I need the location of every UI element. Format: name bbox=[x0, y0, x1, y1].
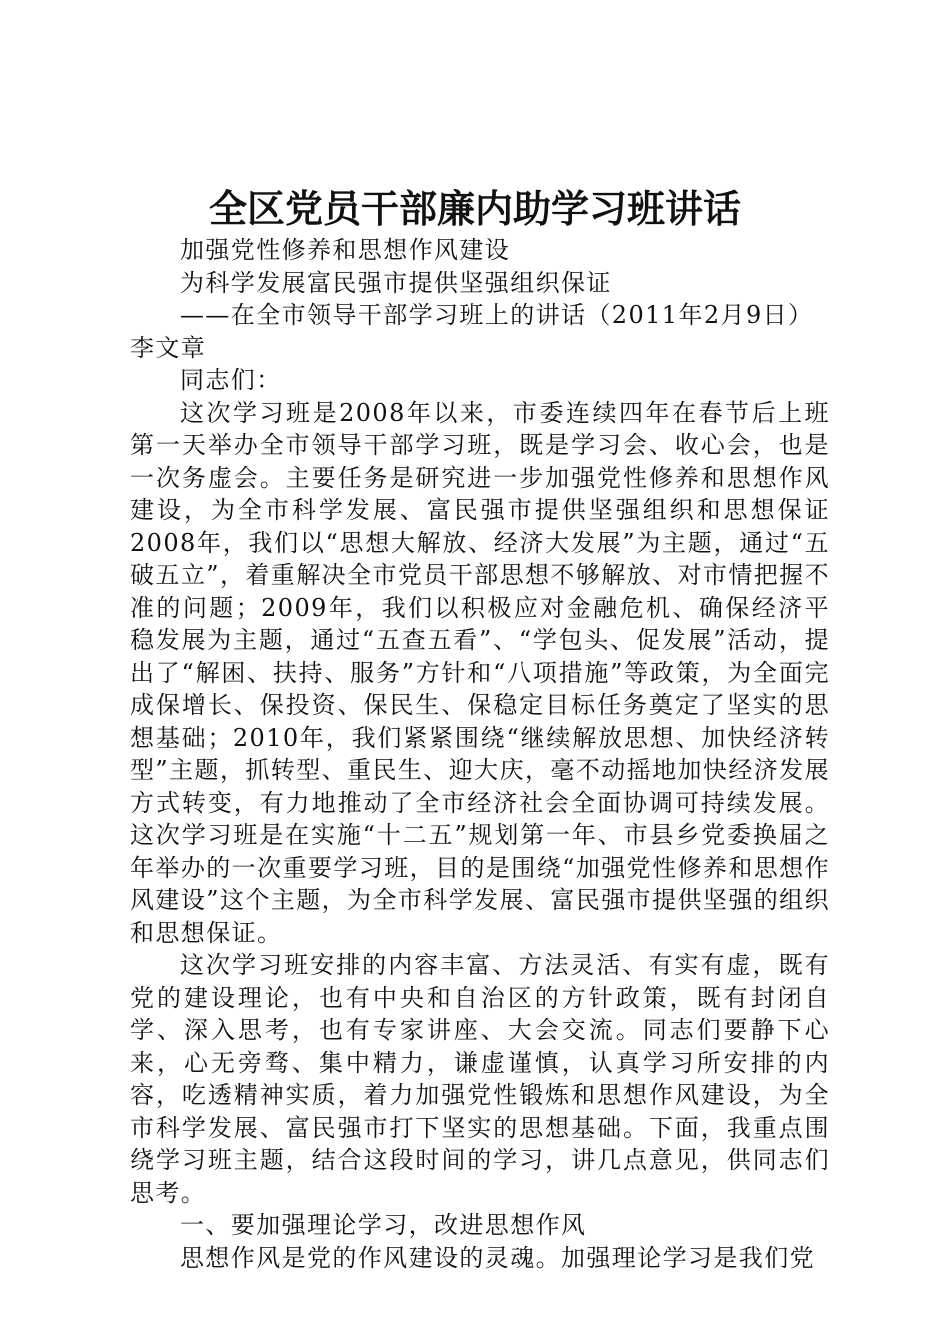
body-paragraph-1: 这次学习班是2008年以来，市委连续四年在春节后上班第一天举办全市领导干部学习班，既是学习会、收心会，也是一次务虚会。主要任务是研究进一步加强党性修养和思想作风建设，为全市科学发展、富民强市提供坚强组织和思想保证2008年，我们以“思想大解放、经济大发展”为主题，通过“五破五立”，着重解决全市党员干部思想不够解放、对市情把握不准的问题；2009年，我们以积极应对金融危机、确保经济平稳发展为主题，通过“五查五看”、“学包头、促发展”活动，提出了“解困、扶持、服务”方针和“八项措施”等政策，为全面完成保增长、保投资、保民生、保稳定目标任务奠定了坚实的思想基础；2010年，我们紧紧围绕“继续解放思想、加快经济转型”主题，抓转型、重民生、迎大庆，毫不动摇地加快经济发展方式转变，有力地推动了全市经济社会全面协调可持续发展。这次学习班是在实施“十二五”规划第一年、市县乡党委换届之年举办的一次重要学习班，目的是围绕“加强党性修养和思想作风建设”这个主题，为全市科学发展、富民强市提供坚强的组织和思想保证。 bbox=[130, 398, 830, 947]
speaker-name: 李文章 bbox=[130, 333, 207, 362]
salutation: 同志们： bbox=[180, 366, 282, 394]
subtitle-line-1: 加强党性修养和思想作风建设 bbox=[180, 236, 511, 264]
document-body bbox=[130, 234, 830, 1274]
document-title: 全区党员干部廉内助学习班讲话 bbox=[208, 187, 741, 231]
subtitle-line-2: 为科学发展富民强市提供坚强组织保证 bbox=[180, 268, 612, 297]
body-paragraph-2: 这次学习班安排的内容丰富、方法灵活、有实有虚，既有党的建设理论，也有中央和自治区的方针政策，既有封闭自学、深入思考，也有专家讲座、大会交流。同志们要静下心来，心无旁骛、集中精力，谦虚谨慎，认真学习所安排的内容，吃透精神实质，着力加强党性锻炼和思想作风建设，为全市科学发展、富民强市打下坚实的思想基础。下面，我重点围绕学习班主题，结合这段时间的学习，讲几点意见，供同志们思考。 bbox=[130, 951, 830, 1207]
speech-note: ——在全市领导干部学习班上的讲话（2011年2月9日） bbox=[180, 301, 814, 329]
body-paragraph-3: 思想作风是党的作风建设的灵魂。加强理论学习是我们党 bbox=[180, 1243, 815, 1272]
section-heading: 一、要加强理论学习，改进思想作风 bbox=[180, 1211, 587, 1239]
